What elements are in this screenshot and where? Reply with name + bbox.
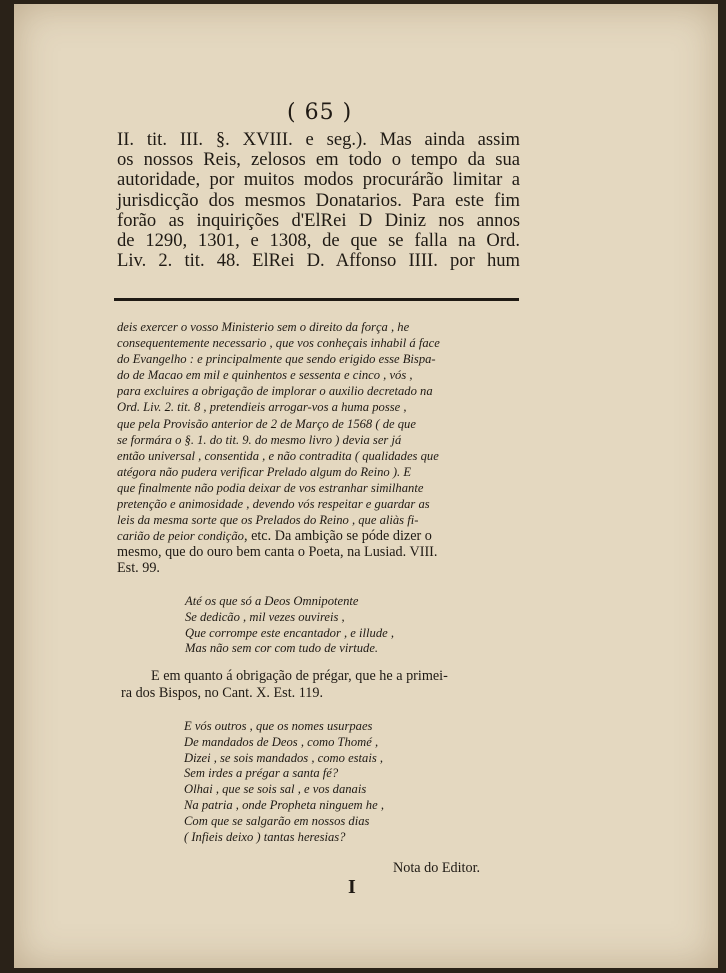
verse-line: Olhai , que se sois sal , e vos danais [184, 782, 367, 797]
signature-mark: I [348, 876, 356, 898]
verse-line: Mas não sem cor com tudo de virtude. [185, 641, 379, 656]
footnote-line: leis da mesma sorte que os Prelados do Reino , que aliàs fi- [117, 513, 419, 528]
verse-line: Dizei , se sois mandados , como estais , [184, 750, 384, 765]
verse-line: Que corrompe este encantador , e illude , [185, 625, 395, 640]
main-text-line: forão as inquirições d'ElRei D Diniz nos annos [117, 209, 520, 231]
main-text-line: jurisdicção dos mesmos Donatarios. Para este fim [117, 189, 520, 211]
footnote-line: consequentemente necessario , que vos conheçais inhabil á face [117, 336, 440, 351]
book-page [14, 4, 718, 968]
verse-line: Na patria , onde Propheta ninguem he , [184, 797, 384, 812]
footnote-line: então universal , consentida , e não contradita ( qualidades que [117, 448, 439, 463]
footnote-line: para excluires a obrigação de implorar o auxilio decretado na [117, 384, 433, 399]
verse-line: Com que se salgarão em nossos dias [184, 813, 370, 828]
verse-line: E vós outros , que os nomes usurpaes [184, 719, 373, 733]
prose-line: E em quanto á obrigação de prégar, que he a primei- [151, 668, 448, 684]
verse-line: ( Infieis deixo ) tantas heresias? [184, 829, 346, 844]
footnote-line: se formára o §. 1. do tit. 9. do mesmo livro ) devia ser já [117, 432, 402, 447]
verse-line: Até os que só a Deos Omnipotente [185, 594, 359, 608]
page-number: ( 65 ) [287, 100, 353, 125]
footnote-line: Ord. Liv. 2. tit. 8 , pretendieis arrogar-vos a huma posse , [117, 400, 407, 415]
footnote [117, 319, 517, 577]
footnote-line: do Evangelho : e principalmente que sendo erigido esse Bispa- [117, 352, 436, 367]
footnote-line: que finalmente não podia deixar de vos estranhar similhante [117, 480, 424, 495]
footnote-line: do de Macao em mil e quinhentos e sessenta e cinco , vós , [117, 368, 413, 383]
footnote-line [117, 528, 517, 544]
main-text-line: Liv. 2. tit. 48. ElRei D. Affonso IIII. por hum [117, 250, 520, 272]
footnote-roman-part: , etc. Da ambição se póde dizer o [243, 528, 432, 545]
verse-quote-2 [184, 719, 384, 845]
verse-line: De mandados de Deos , como Thomé , [184, 734, 379, 749]
verse-line: Sem irdes a prégar a santa fé? [184, 766, 339, 781]
prose-line: ra dos Bispos, no Cant. X. Est. 119. [121, 685, 324, 701]
editor-note-signature: Nota do Editor. [393, 860, 481, 876]
footnote-line: pretenção e animosidade , devendo vós respeitar e guardar as [117, 497, 430, 512]
footnote-italic-part: carião de peior condição [117, 529, 244, 544]
verse-line: Se dedicão , mil vezes ouvireis , [185, 609, 345, 624]
main-text-line: II. tit. III. §. XVIII. e seg.). Mas ainda assim [117, 129, 520, 150]
main-text-line: os nossos Reis, zelosos em todo o tempo da sua [117, 149, 520, 171]
verse-quote-1 [185, 594, 394, 657]
footnote-line: Est. 99. [117, 560, 160, 577]
main-text-line: de 1290, 1301, e 1308, de que se falla na Ord. [117, 230, 520, 252]
footnote-line: atégora não pudera verificar Prelado algum do Reino ). E [117, 464, 412, 479]
footnote-divider [114, 298, 519, 301]
footnote-line: mesmo, que do ouro bem canta o Poeta, na Lusiad. VIII. [117, 544, 438, 561]
footnote-line: que pela Provisão anterior de 2 de Março de 1568 ( de que [117, 416, 416, 431]
footnote-line: deis exercer o vosso Ministerio sem o direito da força , he [117, 320, 410, 334]
main-text-line: autoridade, por muitos modos procurárão limitar a [117, 169, 520, 191]
main-text [117, 130, 520, 271]
footnote-prose [121, 668, 521, 702]
